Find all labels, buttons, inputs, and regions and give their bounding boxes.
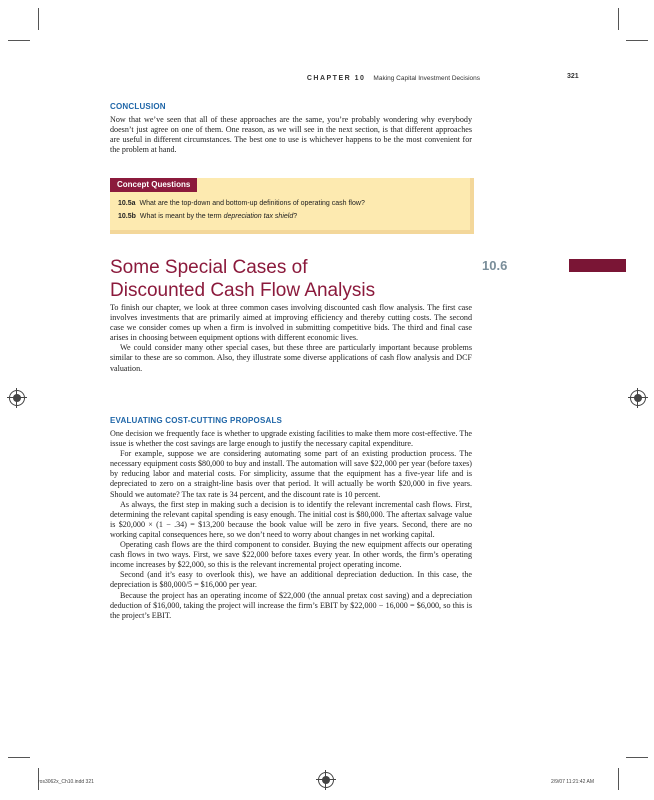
paragraph: To finish our chapter, we look at three common cases involving discounted cash flow analysis. The first case involves investments that are primarily aimed at improving efficiency and thereby cutting costs. The second case we consider comes up when a firm is involved in submitting competitive bids. The third and final case arises in choosing between equipment options with different economic lives. [110, 303, 472, 343]
section-number: 10.6 [482, 258, 508, 273]
registration-mark-icon [318, 772, 334, 788]
registration-mark-icon [9, 390, 25, 406]
section-intro [110, 303, 472, 374]
section-title-line: Discounted Cash Flow Analysis [110, 280, 376, 301]
cost-cutting-body [110, 429, 472, 621]
question-text-end: ? [293, 213, 298, 220]
paragraph: As always, the first step in making such a decision is to identify the relevant incremental cash flows. First, determining the relevant capital spending is easy enough. The initial cost is $80,000. The aftertax salvage value is $20,000 × (1 − .34) = $13,200 because the book value will be zero in five years. Second, there are no working capital consequences here, so we don’t need to worry about changes in net working capital. [110, 499, 472, 539]
conclusion-paragraph [110, 115, 472, 155]
running-header [110, 71, 480, 85]
conclusion-heading: CONCLUSION [110, 102, 166, 111]
section-color-bar [569, 259, 626, 272]
chapter-label: CHAPTER 10 [306, 74, 366, 82]
paragraph: For example, suppose we are considering automating some part of an existing production process. The necessary equipment costs $80,000 to buy and install. The automation will save $22,000 per year (before taxes) by reducing labor and material costs. For simplicity, assume that the equipment has a five-year life and is depreciated to zero on a straight-line basis over that period. It will actually be worth $20,000 in five years. Should we automate? The tax rate is 34 percent, and the discount rate is 10 percent. [110, 449, 472, 499]
crop-mark [626, 40, 648, 41]
paragraph: One decision we frequently face is whether to upgrade existing facilities to make them more cost-effective. The issue is whether the cost savings are large enough to justify the necessary capital expenditure. [110, 429, 472, 449]
footer-timestamp: 2/9/07 11:21:42 AM [551, 779, 594, 785]
paragraph: We could consider many other special cases, but these three are particularly important because problems similar to these are so common. Also, they illustrate some diverse applications of cash flow analysis and DCF valuation. [110, 343, 472, 373]
crop-mark [626, 757, 648, 758]
question-text: What are the top-down and bottom-up definitions of operating cash flow? [139, 200, 365, 207]
paragraph: Now that we’ve seen that all of these approaches are the same, you’re probably wondering why everybody doesn’t just agree on one of them. One reason, as we will see in the next section, is that different approaches are useful in different circumstances. The best one to use is whichever happens to be the most convenient for the problem at hand. [110, 115, 472, 155]
page-number: 321 [567, 73, 579, 80]
question-number: 10.5b [118, 213, 136, 220]
concept-question-item [118, 200, 365, 207]
registration-mark-icon [630, 390, 646, 406]
question-term: depreciation tax shield [223, 213, 294, 220]
crop-mark [8, 757, 30, 758]
paragraph: Because the project has an operating income of $22,000 (the annual pretax cost saving) and a depreciation deduction of $16,000, taking the project will increase the firm’s EBIT by $22,000 − 16,000 = $6,000, so this is the project’s EBIT. [110, 590, 472, 620]
section-title [110, 256, 450, 302]
chapter-title: Making Capital Investment Decisions [373, 74, 480, 82]
footer-file-name: ros3062x_Ch10.indd 321 [38, 779, 94, 785]
crop-mark [38, 8, 39, 30]
crop-mark [618, 768, 619, 790]
question-text: What is meant by the term [139, 213, 224, 220]
cost-cutting-heading: EVALUATING COST-CUTTING PROPOSALS [110, 416, 283, 425]
paragraph: Operating cash flows are the third component to consider. Buying the new equipment affects our operating cash flows in two ways. First, we save $22,000 before taxes every year. In other words, the firm’s operating income increases by $22,000, so this is the relevant incremental project operating income. [110, 540, 472, 570]
crop-mark [8, 40, 30, 41]
section-title-line: Some Special Cases of [110, 257, 308, 278]
concept-question-item [118, 213, 297, 220]
paragraph: Second (and it’s easy to overlook this), we have an additional depreciation deduction. In this case, the depreciation is $80,000/5 = $16,000 per year. [110, 570, 472, 590]
crop-mark [618, 8, 619, 30]
concept-questions-title: Concept Questions [110, 178, 197, 192]
question-number: 10.5a [118, 200, 136, 207]
